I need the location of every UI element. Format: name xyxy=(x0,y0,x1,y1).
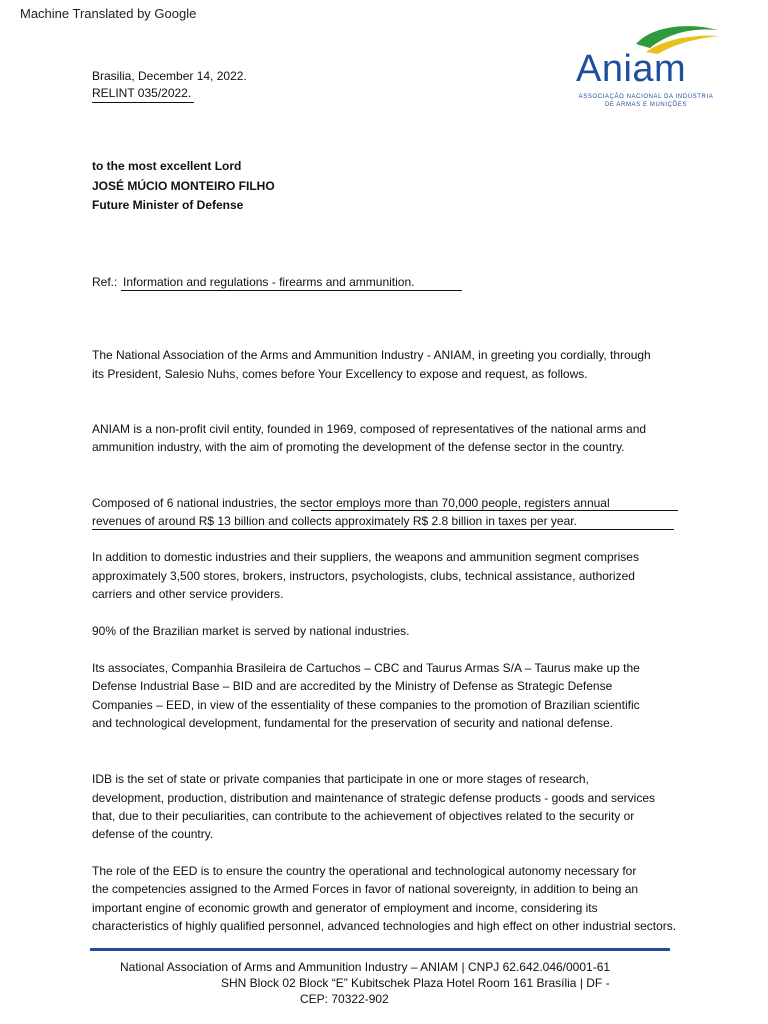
paragraph-line: The National Association of the Arms and Ammunition Industry - ANIAM, in greeting you cordially, through xyxy=(92,348,651,362)
logo-subtitle-line2: DE ARMAS E MUNIÇÕES xyxy=(604,102,688,108)
paragraph-line: development, production, distribution and maintenance of strategic defense products - goods and services xyxy=(92,791,656,805)
footer-address: SHN Block 02 Block “E” Kubitschek Plaza Hotel Room 161 Brasília | DF - xyxy=(221,976,610,990)
paragraph-line: Composed of 6 national industries, the sector employs more than 70,000 people, registers annual xyxy=(92,496,610,510)
paragraph-line: IDB is the set of state or private companies that participate in one or more stages of research, xyxy=(92,772,589,786)
paragraph-line: In addition to domestic industries and their suppliers, the weapons and ammunition segment comprises xyxy=(92,550,639,564)
paragraph-line: the competencies assigned to the Armed Forces in favor of national sovereignty, in addition to being an xyxy=(92,882,639,896)
paragraph-line: characteristics of highly qualified personnel, advanced technologies and high effect on other industrial sectors. xyxy=(92,919,677,933)
footer-organization: National Association of Arms and Ammunition Industry – ANIAM | CNPJ 62.642.046/0001-61 xyxy=(120,960,611,974)
highlight-underline xyxy=(92,529,674,530)
subject-text: Information and regulations - firearms and ammunition. xyxy=(123,275,415,289)
paragraph-line: Defense Industrial Base – BID and are accredited by the Ministry of Defense as Strategic Defense xyxy=(92,679,613,693)
aniam-logo xyxy=(572,22,722,112)
subject-underline xyxy=(121,290,462,291)
subject-label: Ref.: xyxy=(92,275,118,289)
paragraph-line: The role of the EED is to ensure the country the operational and technological autonomy necessary for xyxy=(92,864,637,878)
paragraph-line: Companies – EED, in view of the essentiality of these companies to the promotion of Brazilian scientific xyxy=(92,698,640,712)
paragraph-line: ANIAM is a non-profit civil entity, founded in 1969, composed of representatives of the national arms and xyxy=(92,422,647,436)
logo-subtitle-line1: ASSOCIAÇÃO NACIONAL DA INDÚSTRIA xyxy=(578,94,714,100)
paragraph-line: revenues of around R$ 13 billion and collects approximately R$ 2.8 billion in taxes per year. xyxy=(92,514,577,528)
paragraph-line: Its associates, Companhia Brasileira de Cartuchos – CBC and Taurus Armas S/A – Taurus make up the xyxy=(92,661,640,675)
addressee-title: Future Minister of Defense xyxy=(92,198,244,212)
letter-reference-number: RELINT 035/2022. xyxy=(92,86,192,100)
letter-date: Brasilia, December 14, 2022. xyxy=(92,69,247,83)
footer-postal-code: CEP: 70322-902 xyxy=(300,992,389,1006)
paragraph-line: approximately 3,500 stores, brokers, instructors, psychologists, clubs, technical assistance, authorized xyxy=(92,569,635,583)
paragraph-line: ammunition industry, with the aim of promoting the development of the defense sector in the country. xyxy=(92,440,625,454)
paragraph-line: defense of the country. xyxy=(92,827,214,841)
reference-number-underline xyxy=(92,102,194,103)
paragraph-line: carriers and other service providers. xyxy=(92,587,284,601)
addressee-name: JOSÉ MÚCIO MONTEIRO FILHO xyxy=(92,179,275,193)
paragraph-line: that, due to their peculiarities, can contribute to the achievement of objectives related to the security or xyxy=(92,809,635,823)
addressee-salutation: to the most excellent Lord xyxy=(92,159,242,173)
paragraph-line: important engine of economic growth and generator of employment and income, considering its xyxy=(92,901,598,915)
footer-divider xyxy=(90,948,670,951)
paragraph-line: its President, Salesio Nuhs, comes before Your Excellency to expose and request, as follows. xyxy=(92,367,588,381)
logo-wordmark: Aniam xyxy=(576,48,687,90)
highlight-underline xyxy=(311,510,678,511)
paragraph-line: 90% of the Brazilian market is served by national industries. xyxy=(92,624,410,638)
paragraph-line: and technological development, fundamental for the preservation of security and national defense. xyxy=(92,716,614,730)
machine-translation-banner: Machine Translated by Google xyxy=(20,6,197,21)
